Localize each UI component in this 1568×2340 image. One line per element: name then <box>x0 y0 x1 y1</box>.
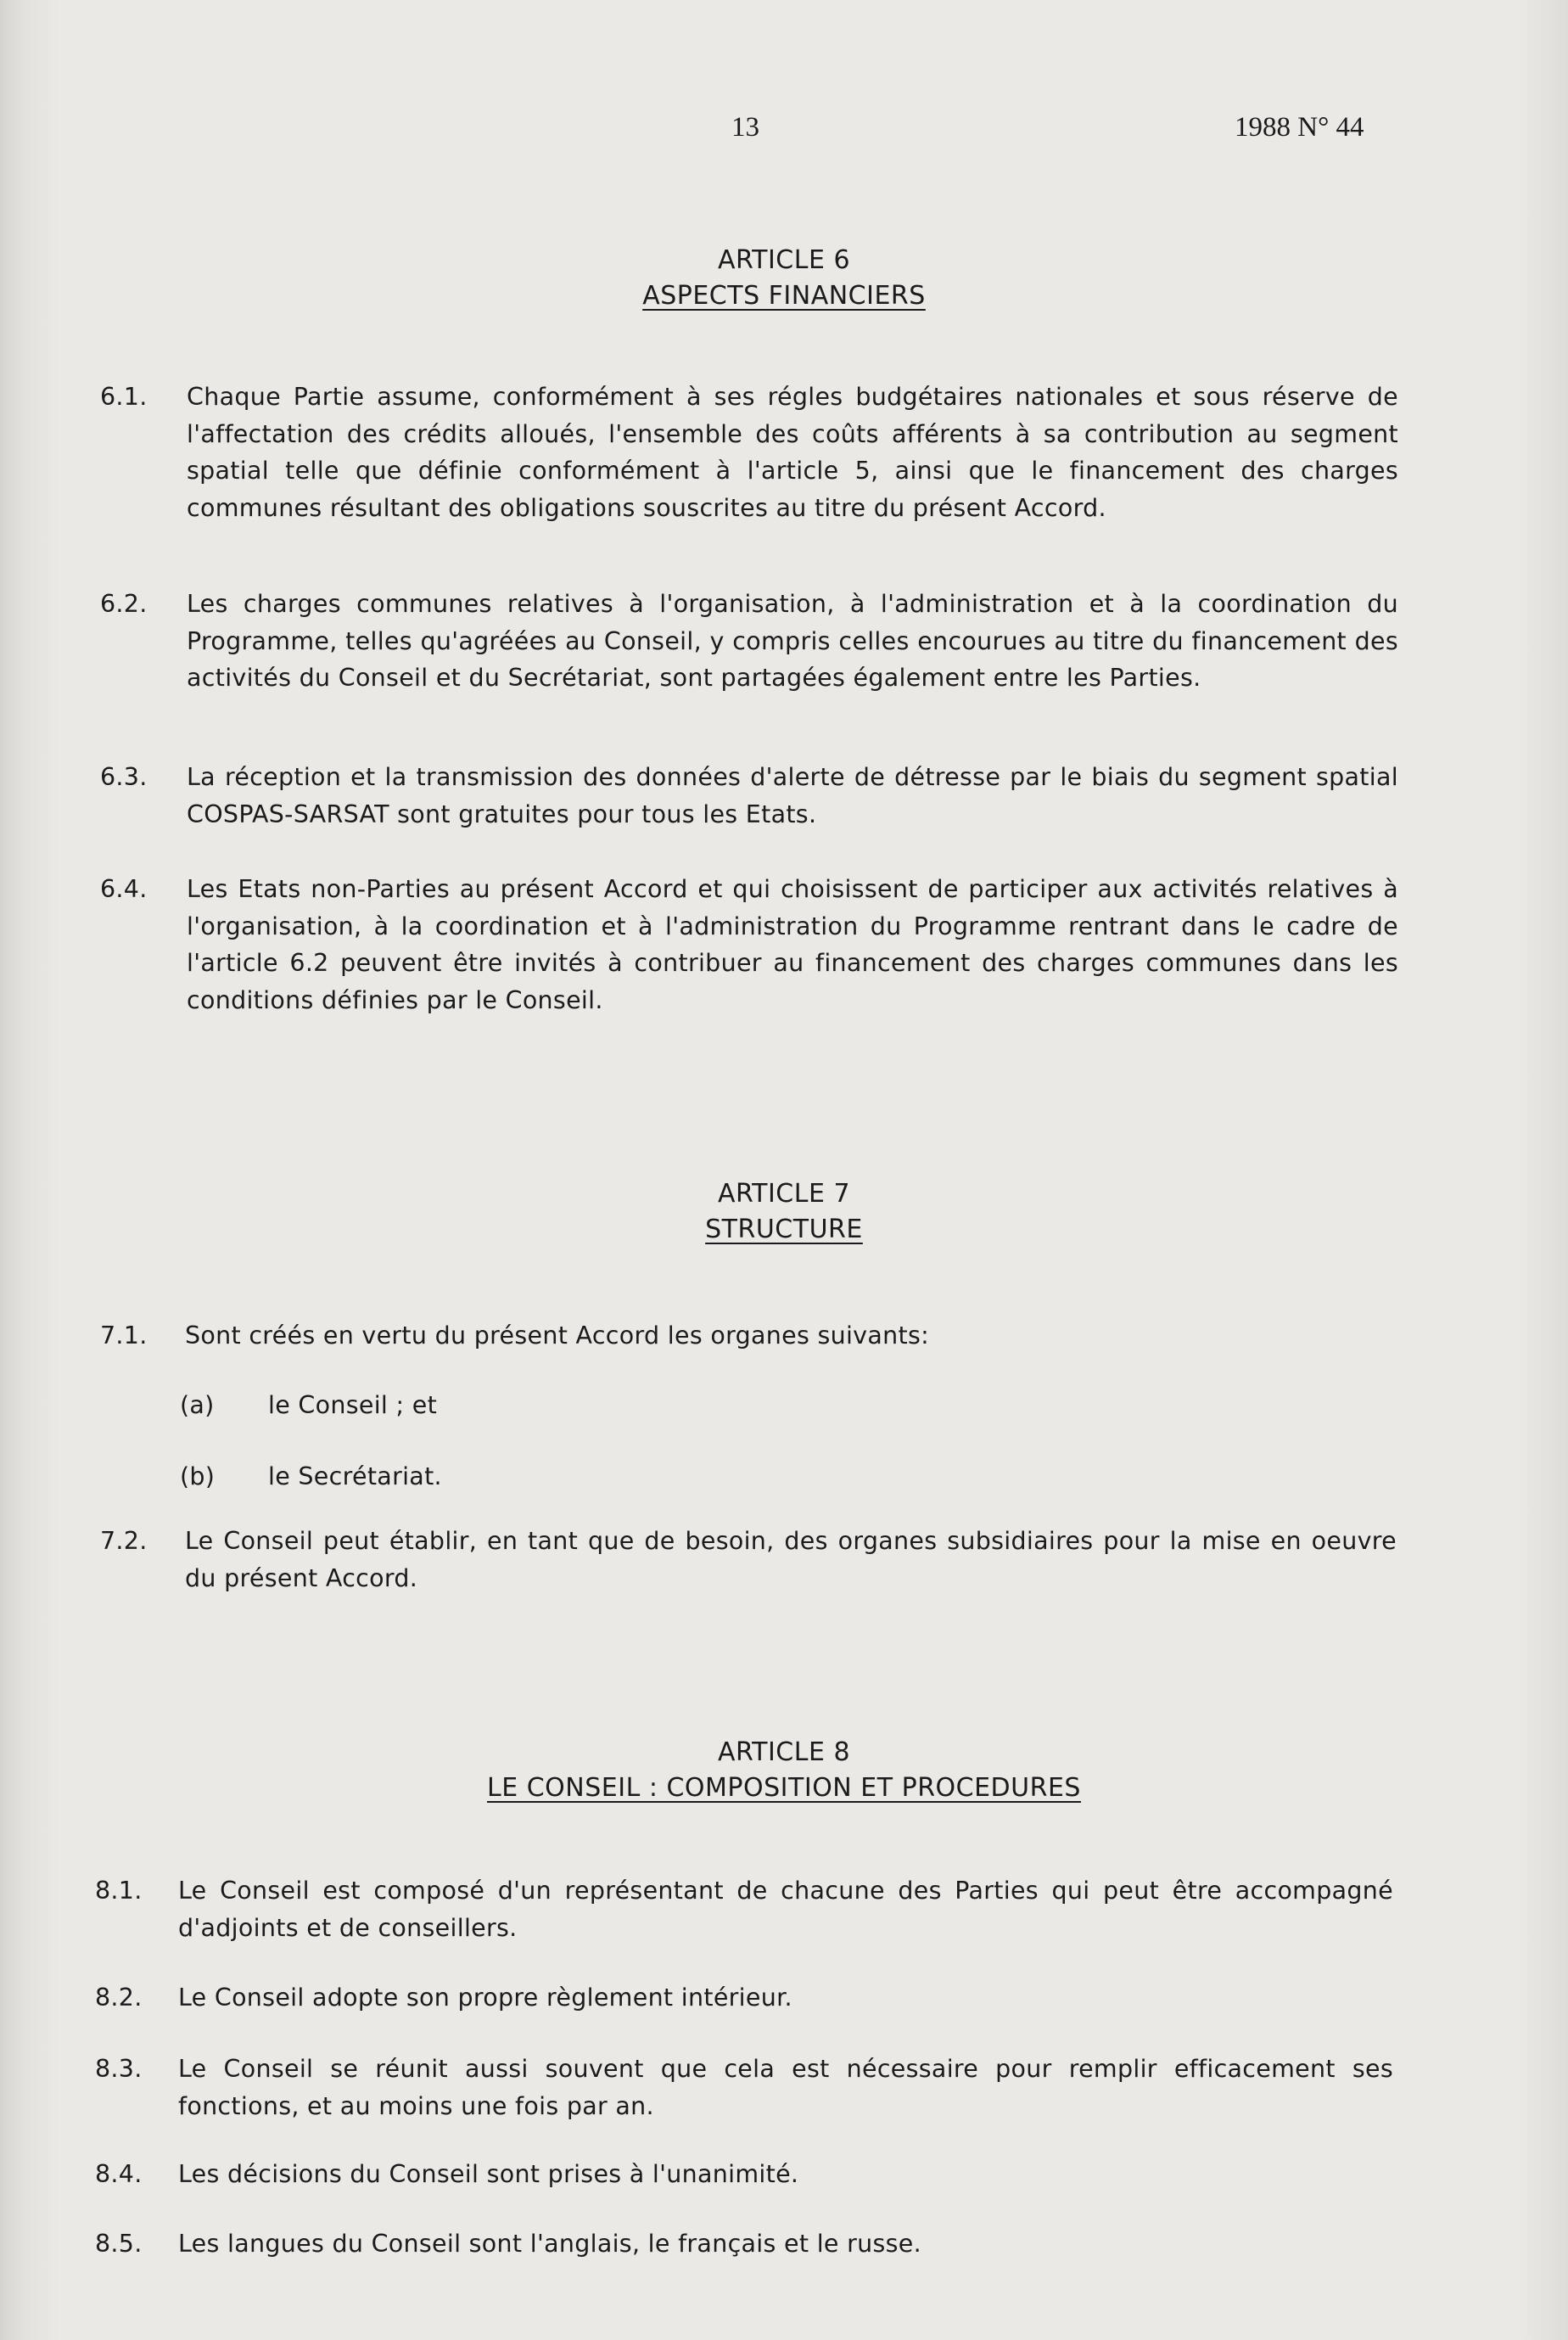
article-7-title: ARTICLE 7 <box>717 1179 851 1209</box>
paragraph-text: Le Conseil peut établir, en tant que de besoin, des organes subsidiaires pour la mise en oeuvre du présent Accord. <box>185 1527 1397 1592</box>
paragraph-text: La réception et la transmission des données d'alerte de détresse par le biais du segment spatial COSPAS-SARSAT sont gratuites pour tous les Etats. <box>187 763 1398 828</box>
list-label: (b) <box>180 1462 216 1490</box>
article-8-subtitle: LE CONSEIL : COMPOSITION ET PROCEDURES <box>487 1773 1081 1803</box>
paragraph-number: 8.3. <box>95 2055 143 2083</box>
article-8-title: ARTICLE 8 <box>717 1737 851 1767</box>
paragraph-number: 8.1. <box>95 1877 143 1905</box>
paragraph-number: 7.1. <box>100 1322 148 1350</box>
page-number: 13 <box>731 112 759 143</box>
paragraph-text: Le Conseil est composé d'un représentant de chacune des Parties qui peut être accompagné d'adjoints et de conseillers. <box>178 1877 1393 1942</box>
article-6-heading <box>0 243 1568 314</box>
paragraph-number: 8.2. <box>95 1984 143 2012</box>
paragraph-text: Le Conseil se réunit aussi souvent que cela est nécessaire pour remplir efficacement ses fonctions, et au moins une fois par an. <box>178 2055 1393 2120</box>
paragraph-text: Les décisions du Conseil sont prises à l'unanimité. <box>178 2160 799 2188</box>
paragraph-number: 6.3. <box>100 763 148 791</box>
article-7-heading <box>0 1176 1568 1248</box>
paragraph-number: 6.4. <box>100 875 148 903</box>
paragraph-number: 8.4. <box>95 2160 143 2188</box>
paragraph-text: Sont créés en vertu du présent Accord les organes suivants: <box>185 1322 929 1350</box>
article-6-title: ARTICLE 6 <box>717 245 851 275</box>
list-label: (a) <box>180 1391 215 1419</box>
paragraph-number: 6.1. <box>100 383 148 411</box>
paragraph-text: Chaque Partie assume, conformément à ses régles budgétaires nationales et sous réserve de l'affectation des crédits alloués, l'ensemble des coûts afférents à sa contribution au segment spatial telle que définie conformément à l'article 5, ainsi que le financement des charges communes résultant des obligations souscrites au titre du présent Accord. <box>187 383 1398 522</box>
paragraph-number: 8.5. <box>95 2230 143 2258</box>
article-6-subtitle: ASPECTS FINANCIERS <box>642 281 926 311</box>
paragraph-number: 7.2. <box>100 1527 148 1555</box>
paragraph-text: Les charges communes relatives à l'organisation, à l'administration et à la coordination du Programme, telles qu'agréées au Conseil, y compris celles encourues au titre du financement des activités du Conseil et du Secrétariat, sont partagées également entre les Parties. <box>187 590 1398 692</box>
paragraph-text: Les langues du Conseil sont l'anglais, le français et le russe. <box>178 2230 921 2258</box>
paragraph-text: Les Etats non-Parties au présent Accord et qui choisissent de participer aux activités relatives à l'organisation, à la coordination et à l'administration du Programme rentrant dans le cadre de l'article 6.2 peuvent être invités à contribuer au financement des charges communes dans les conditions définies par le Conseil. <box>187 875 1398 1014</box>
list-text: le Secrétariat. <box>268 1462 442 1490</box>
article-8-heading <box>0 1735 1568 1806</box>
paragraph-text: Le Conseil adopte son propre règlement intérieur. <box>178 1984 792 2012</box>
paragraph-number: 6.2. <box>100 590 148 618</box>
article-7-subtitle: STRUCTURE <box>705 1215 863 1244</box>
list-text: le Conseil ; et <box>268 1391 438 1419</box>
issue-number: 1988 N° 44 <box>1235 112 1364 143</box>
